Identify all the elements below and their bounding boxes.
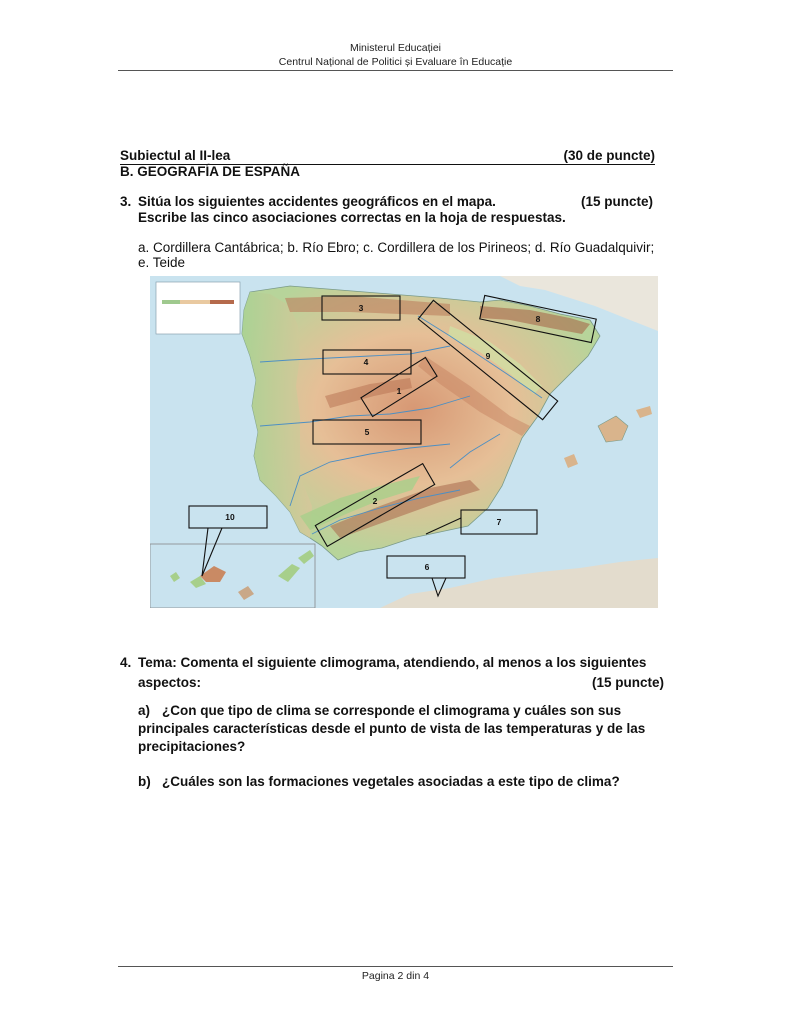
map-label-9: 9 <box>485 351 491 361</box>
q4-a-line3: precipitaciones? <box>138 739 246 754</box>
q3-line1: Sitúa los siguientes accidentes geográficos en el mapa. <box>138 194 496 209</box>
header-center: Centrul Național de Politici și Evaluare în Educație <box>278 56 513 68</box>
map-label-1: 1 <box>396 386 402 396</box>
q4-number: 4. <box>120 655 132 670</box>
q4-b-label: b) <box>138 774 151 789</box>
q4-line1: Tema: Comenta el siguiente climograma, atendiendo, al menos a los siguientes <box>138 655 647 670</box>
map-label-4: 4 <box>363 357 369 367</box>
map-label-5: 5 <box>364 427 370 437</box>
header-ministry: Ministerul Educației <box>349 42 442 54</box>
q4-a-line1: ¿Con que tipo de clima se corresponde el climograma y cuáles son sus <box>162 703 622 718</box>
q4-points: (15 puncte) <box>592 675 665 690</box>
map-label-10: 10 <box>225 512 235 522</box>
q4-b-line1: ¿Cuáles son las formaciones vegetales asociadas a este tipo de clima? <box>162 774 620 789</box>
map-label-7: 7 <box>496 517 502 527</box>
q3-points: (15 puncte) <box>581 194 654 209</box>
section-title: B. GEOGRAFÍA DE ESPAÑA <box>120 164 301 179</box>
q3-options-line2: e. Teide <box>138 255 186 270</box>
legend-colorbar-high <box>210 300 234 304</box>
subject-points: (30 de puncte) <box>563 148 655 163</box>
q4-a-label: a) <box>138 703 151 718</box>
q3-number: 3. <box>120 194 132 209</box>
map-label-8: 8 <box>535 314 541 324</box>
map-label-3: 3 <box>358 303 364 313</box>
q3-line2: Escribe las cinco asociaciones correctas en la hoja de respuestas. <box>138 210 566 225</box>
q3-options-line1: a. Cordillera Cantábrica; b. Río Ebro; c. Cordillera de los Pirineos; d. Río Guadalquivir; <box>138 240 655 255</box>
subject-heading <box>120 148 655 165</box>
map-label-6: 6 <box>424 562 430 572</box>
header-rule <box>118 70 673 71</box>
map-label-2: 2 <box>372 496 378 506</box>
q4-line2: aspectos: <box>138 675 202 690</box>
page-number: Pagina 2 din 4 <box>361 970 430 982</box>
q4-a-line2: principales características desde el punto de vista de las temperaturas y de las <box>138 721 646 736</box>
footer-rule <box>118 966 673 967</box>
subject-title: Subiectul al II-lea <box>120 148 231 163</box>
legend-colorbar-low <box>162 300 180 304</box>
spain-physical-map <box>150 276 658 608</box>
map-legend <box>156 282 240 334</box>
